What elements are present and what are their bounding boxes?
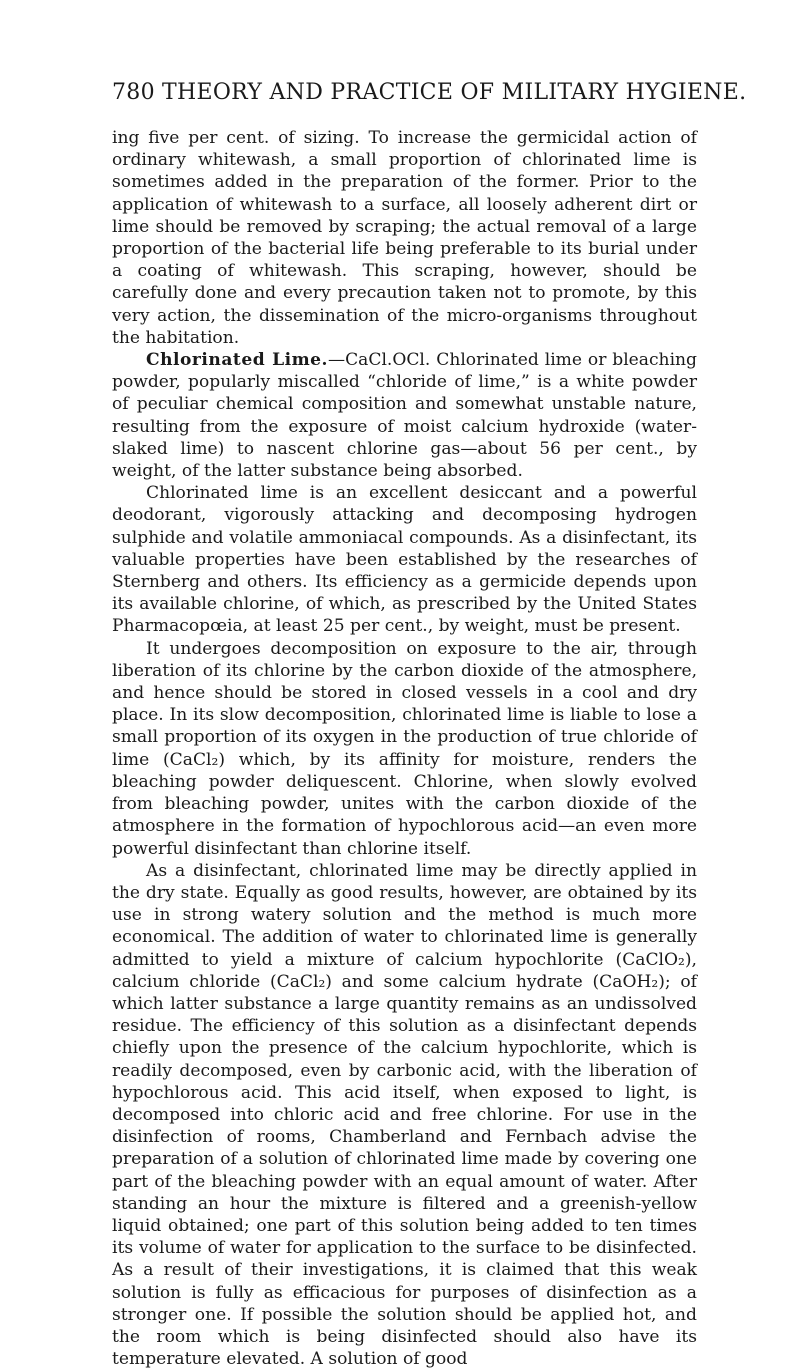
running-title: THEORY AND PRACTICE OF MILITARY HYGIENE. (162, 80, 747, 105)
paragraph-disinfectant-use: As a disinfectant, chlorinated lime may be directly applied in the dry state. Equally as good results, however, are obtained by its use in strong watery solution and the method is much more economical. The addition of water to chlorinated lime is generally admitted to yield a mixture of calcium hypochlorite (CaClO₂), calcium chloride (CaCl₂) and some calcium hydrate (CaOH₂); of which latter substance a large quantity remains as an undissolved residue. The efficiency of this solution as a disinfectant depends chiefly upon the presence of the calcium hypochlorite, which is readily decomposed, even by carbonic acid, with the liberation of hypochlorous acid. This acid itself, when exposed to light, is decomposed into chloric acid and free chlorine. For use in the disinfection of rooms, Chamberland and Fernbach advise the preparation of a solution of chlorinated lime made by covering one part of the bleaching powder with an equal amount of water. After standing an hour the mixture is filtered and a greenish-yellow liquid obtained; one part of this solution being added to ten times its volume of water for application to the surface to be disinfected. As a result of their investigations, it is claimed that this weak solution is fully as efficacious for purposes of disinfection as a stronger one. If possible the solution should be applied hot, and the room which is being disinfected should also have its temperature elevated. A solution of good (112, 860, 697, 1370)
running-header (112, 80, 747, 110)
section-heading-chlorinated-lime: Chlorinated Lime. (146, 350, 328, 371)
paragraph-desiccant: Chlorinated lime is an excellent desiccant and a powerful deodorant, vigorously attacking and decomposing hydrogen sulphide and volatile ammoniacal compounds. As a disinfectant, its valuable properties have been established by the researches of Sternberg and others. Its efficiency as a germicide depends upon its available chlorine, of which, as prescribed by the United States Pharmacopœia, at least 25 per cent., by weight, must be present. (112, 483, 697, 637)
page-number: 780 (112, 80, 155, 105)
body-text (112, 127, 697, 1370)
paragraph-whitewash-continued: ing five per cent. of sizing. To increase the germicidal action of ordinary whitewash, a small proportion of chlorinated lime is sometimes added in the preparation of the former. Prior to the application of whitewash to a surface, all loosely adherent dirt or lime should be removed by scraping; the actual removal of a large proportion of the bacterial life being preferable to its burial under a coating of whitewash. This scraping, however, should be carefully done and every precaution taken not to promote, by this very action, the dissemination of the micro-organisms throughout the habitation. (112, 128, 697, 348)
paragraph-chlorinated-lime-text: —CaCl.OCl. Chlorinated lime or bleaching powder, popularly miscalled “chloride of lime,” is a white powder of peculiar chemical composition and somewhat unstable nature, resulting from the exposure of moist calcium hydroxide (water-slaked lime) to nascent chlorine gas—about 56 per cent., by weight, of the latter substance being absorbed. (112, 350, 697, 482)
paragraph-chlorinated-lime (112, 349, 697, 482)
paragraph-decomposition: It undergoes decomposition on exposure to the air, through liberation of its chlorine by the carbon dioxide of the atmosphere, and hence should be stored in closed vessels in a cool and dry place. In its slow decomposition, chlorinated lime is liable to lose a small proportion of its oxygen in the production of true chloride of lime (CaCl₂) which, by its affinity for moisture, renders the bleaching powder deliquescent. Chlorine, when slowly evolved from bleaching powder, unites with the carbon dioxide of the atmosphere in the formation of hypochlorous acid—an even more powerful disinfectant than chlorine itself. (112, 638, 697, 859)
